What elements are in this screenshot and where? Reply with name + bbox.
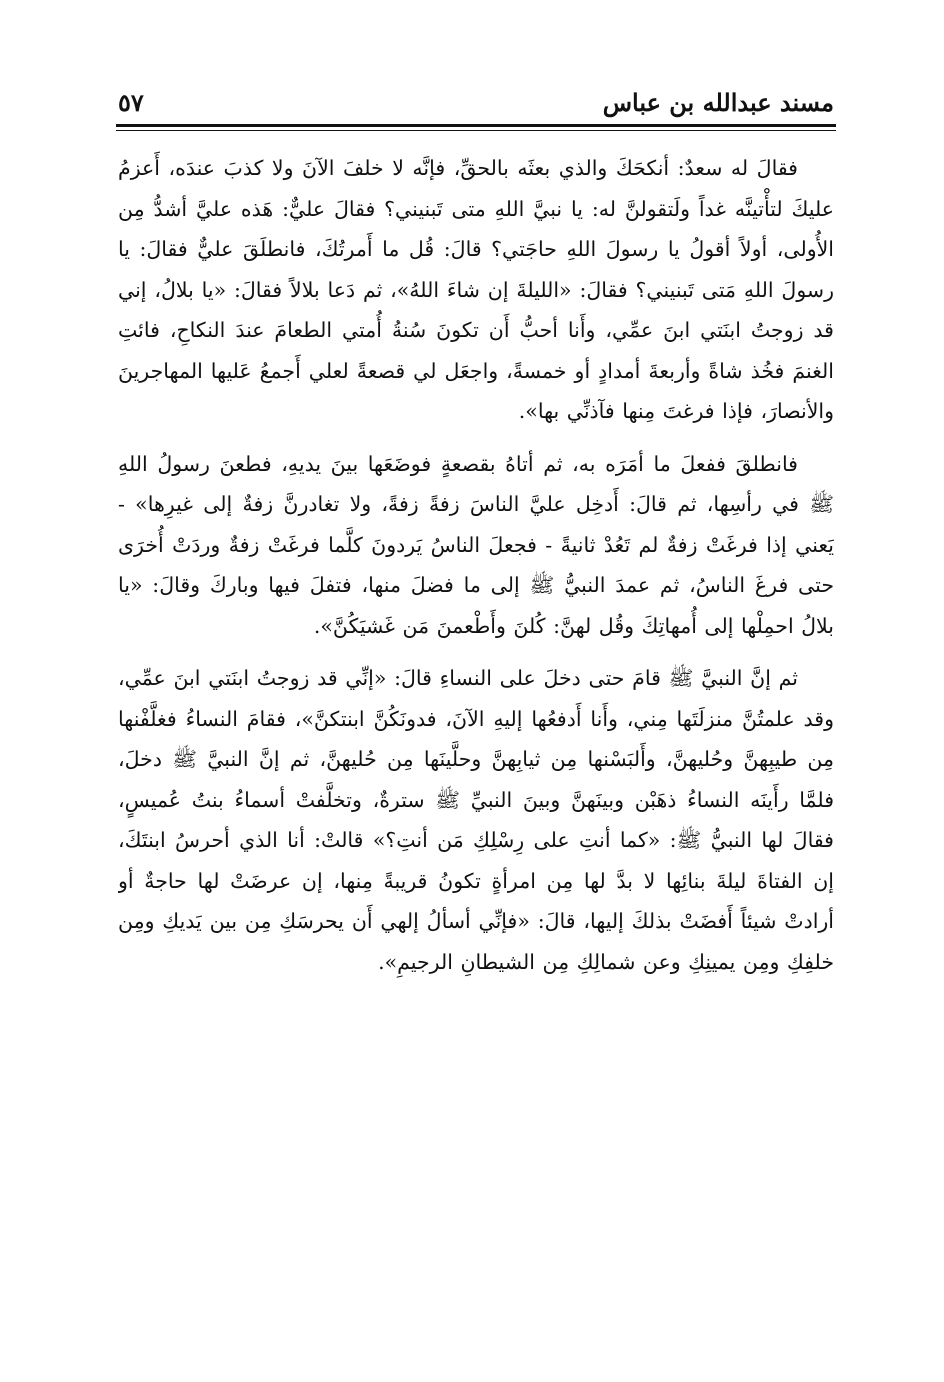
paragraph-3: ثم إنَّ النبيَّ ﷺ قامَ حتى دخلَ على النساءِ قالَ: «إنِّي قد زوجتُ ابنَتي ابنَ عمِّي، وقد علمتُنَّ منزلَتَها مِني، وأَنا أَدفعُها إليهِ الآنَ، فدونَكُنَّ ابنتكنَّ»، فقامَ النساءُ فغلَّفْنها مِن طيبِهنَّ وحُليهنَّ، وأَلبَسْنها مِن ثيابِهنَّ وحلَّينَها مِن حُليهنَّ، ثم إنَّ النبيَّ ﷺ دخلَ، فلمَّا رأَينَه النساءُ ذهَبْن وبينَهنَّ وبينَ النبيِّ ﷺ سترةٌ، وتخلَّفتْ أسماءُ بنتُ عُميسٍ، فقالَ لها النبيُّ ﷺ: «كما أنتِ على رِسْلِكِ مَن أنتِ؟» قالتْ: أنا الذي أحرسُ ابنتَكَ، إن الفتاةَ ليلةَ بنائِها لا بدَّ لها مِن امرأةٍ تكونُ قريبةً مِنها، إن عرضَتْ لها حاجةٌ أو أرادتْ شيئاً أَفضَتْ بذلكَ إليها، قالَ: «فإنِّي أسألُ إلهي أَن يحرسَكِ مِن بين يَديكِ ومِن خلفِكِ ومِن يمينِكِ وعن شمالِكِ مِن الشيطانِ الرجيمِ». [118,666,834,974]
body-text [118,148,834,1342]
page-number: ٥٧ [118,88,144,117]
paragraph-1: فقالَ له سعدٌ: أنكحَكَ والذي بعثَه بالحقِّ، فإنَّه لا خلفَ الآنَ ولا كذبَ عندَه، أَعزمُ عليكَ لتأْتينَّه غداً ولَتقولنَّ له: يا نبيَّ اللهِ متى تَبنيني؟ فقالَ عليٌّ: هَذه عليَّ أشدُّ مِن الأُولى، أولاً أقولُ يا رسولَ اللهِ حاجَتي؟ قالَ: قُل ما أَمرتُكَ، فانطلَقَ عليٌّ فقالَ: يا رسولَ اللهِ مَتى تَبنيني؟ فقالَ: «الليلةَ إن شاءَ اللهُ»، ثم دَعا بلالاً فقالَ: «يا بلالُ، إني قد زوجتُ ابنَتي ابنَ عمِّي، وأَنا أحبُّ أَن تكونَ سُنةُ أُمتي الطعامَ عندَ النكاحِ، فائتِ الغنمَ فخُذ شاةً وأربعةَ أمدادٍ أو خمسةً، واجعَل لي قصعةً لعلي أَجمعُ عَليها المهاجرينَ والأنصارَ، فإذا فرغتَ مِنها فآذنِّي بها». [118,156,834,423]
running-header [118,84,834,124]
header-rule-thin [116,130,836,131]
paragraph-2: فانطلقَ ففعلَ ما أمَرَه به، ثم أتاهُ بقصعةٍ فوضَعَها بينَ يديهِ، فطعنَ رسولُ اللهِ ﷺ في رأسِها، ثم قالَ: أَدخِل عليَّ الناسَ زفةً زفةً، ولا تغادرنَّ زفةٌ إلى غيرِها» - يَعني إذا فرغَتْ زفةٌ لم تَعُدْ ثانيةً - فجعلَ الناسُ يَردونَ كلَّما فرغَتْ زفةٌ وردَتْ أُخرَى حتى فرغَ الناسُ، ثم عمدَ النبيُّ ﷺ إلى ما فضلَ منها، فتفلَ فيها وباركَ وقالَ: «يا بلالُ احمِلْها إلى أُمهاتِكَ وقُل لهنَّ: كُلنَ وأَطْعمنَ مَن غَشيَكُنَّ». [118,451,834,638]
book-title: مسند عبدالله بن عباس [602,88,834,117]
header-rule-thick [116,124,836,127]
